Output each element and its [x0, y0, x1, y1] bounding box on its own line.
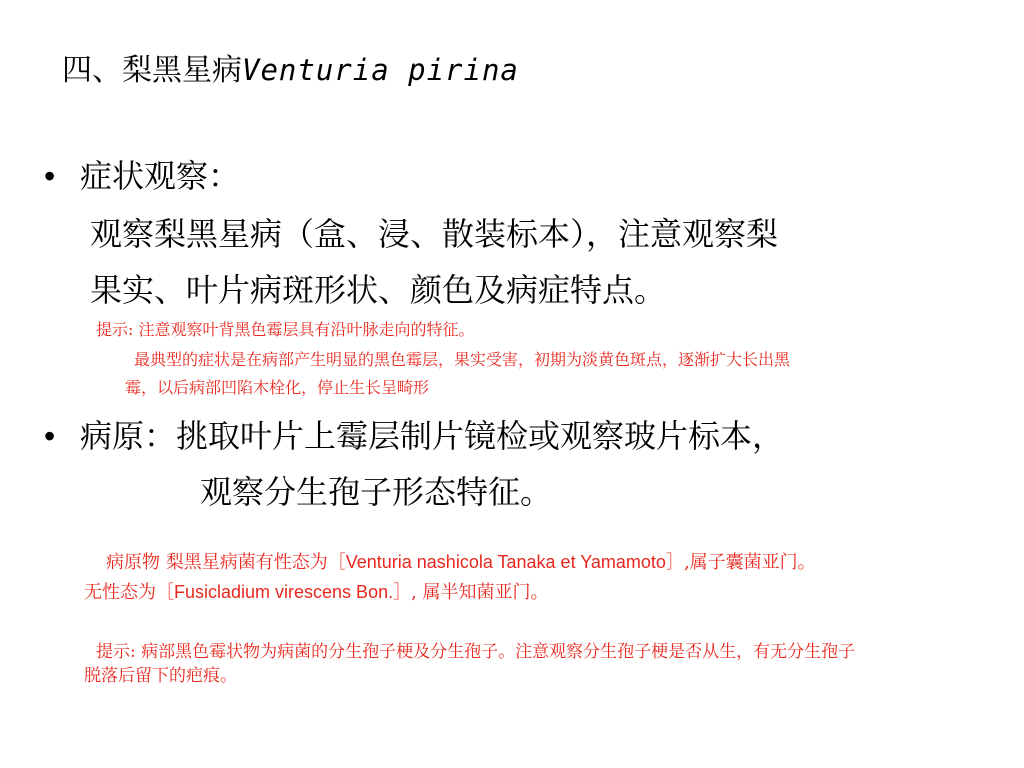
pathogen-description-line-2 [84, 579, 549, 606]
bullet-pathogen [44, 416, 784, 456]
symptoms-hint-2-line-2: 霉，以后病部凹陷木栓化，停止生长呈畸形 [125, 378, 430, 397]
pathogen-line1-post: ］,属子囊菌亚门。 [665, 552, 816, 573]
title-chinese: 四、梨黑星病 [62, 53, 242, 88]
pathogen-description-line-1 [106, 549, 816, 576]
symptoms-heading: 症状观察： [80, 157, 241, 195]
symptoms-body-line-2: 果实、叶片病斑形状、颜色及病症特点。 [90, 271, 667, 309]
pathogen-line1-pre: 病原物 梨黑星病菌有性态为［ [106, 552, 346, 573]
pathogen-line2-post: ］, 属半知菌亚门。 [393, 582, 549, 603]
symptoms-hint-2-line-1: 最典型的症状是在病部产生明显的黑色霉层，果实受害，初期为淡黄色斑点，逐渐扩大长出黑 [134, 350, 791, 369]
title-latin-name: Venturia pirina [242, 53, 519, 87]
pathogen-line2-pre: 无性态为［ [84, 582, 174, 603]
pathogen-hint-line-1: 提示: 病部黑色霉状物为病菌的分生孢子梗及分生孢子。注意观察分生孢子梗是否从生，有无分生孢子 [96, 642, 856, 662]
bullet-dot: • [44, 418, 56, 454]
symptoms-body-line-1: 观察梨黑星病（盒、浸、散装标本），注意观察梨 [90, 215, 779, 253]
pathogen-heading-line-1: 病原：挑取叶片上霉层制片镜检或观察玻片标本， [80, 417, 785, 455]
anamorph-name: Fusicladium virescens Bon. [174, 582, 394, 602]
pathogen-heading-line-2: 观察分生孢子形态特征。 [200, 473, 553, 511]
bullet-dot: • [44, 158, 56, 194]
slide-title [62, 50, 519, 91]
pathogen-hint-line-2: 脱落后留下的疤痕。 [84, 666, 237, 686]
symptoms-hint-1: 提示: 注意观察叶背黑色霉层具有沿叶脉走向的特征。 [96, 320, 475, 339]
bullet-symptoms [44, 156, 240, 196]
teleomorph-name: Venturia nashicola Tanaka et Yamamoto [345, 552, 666, 572]
